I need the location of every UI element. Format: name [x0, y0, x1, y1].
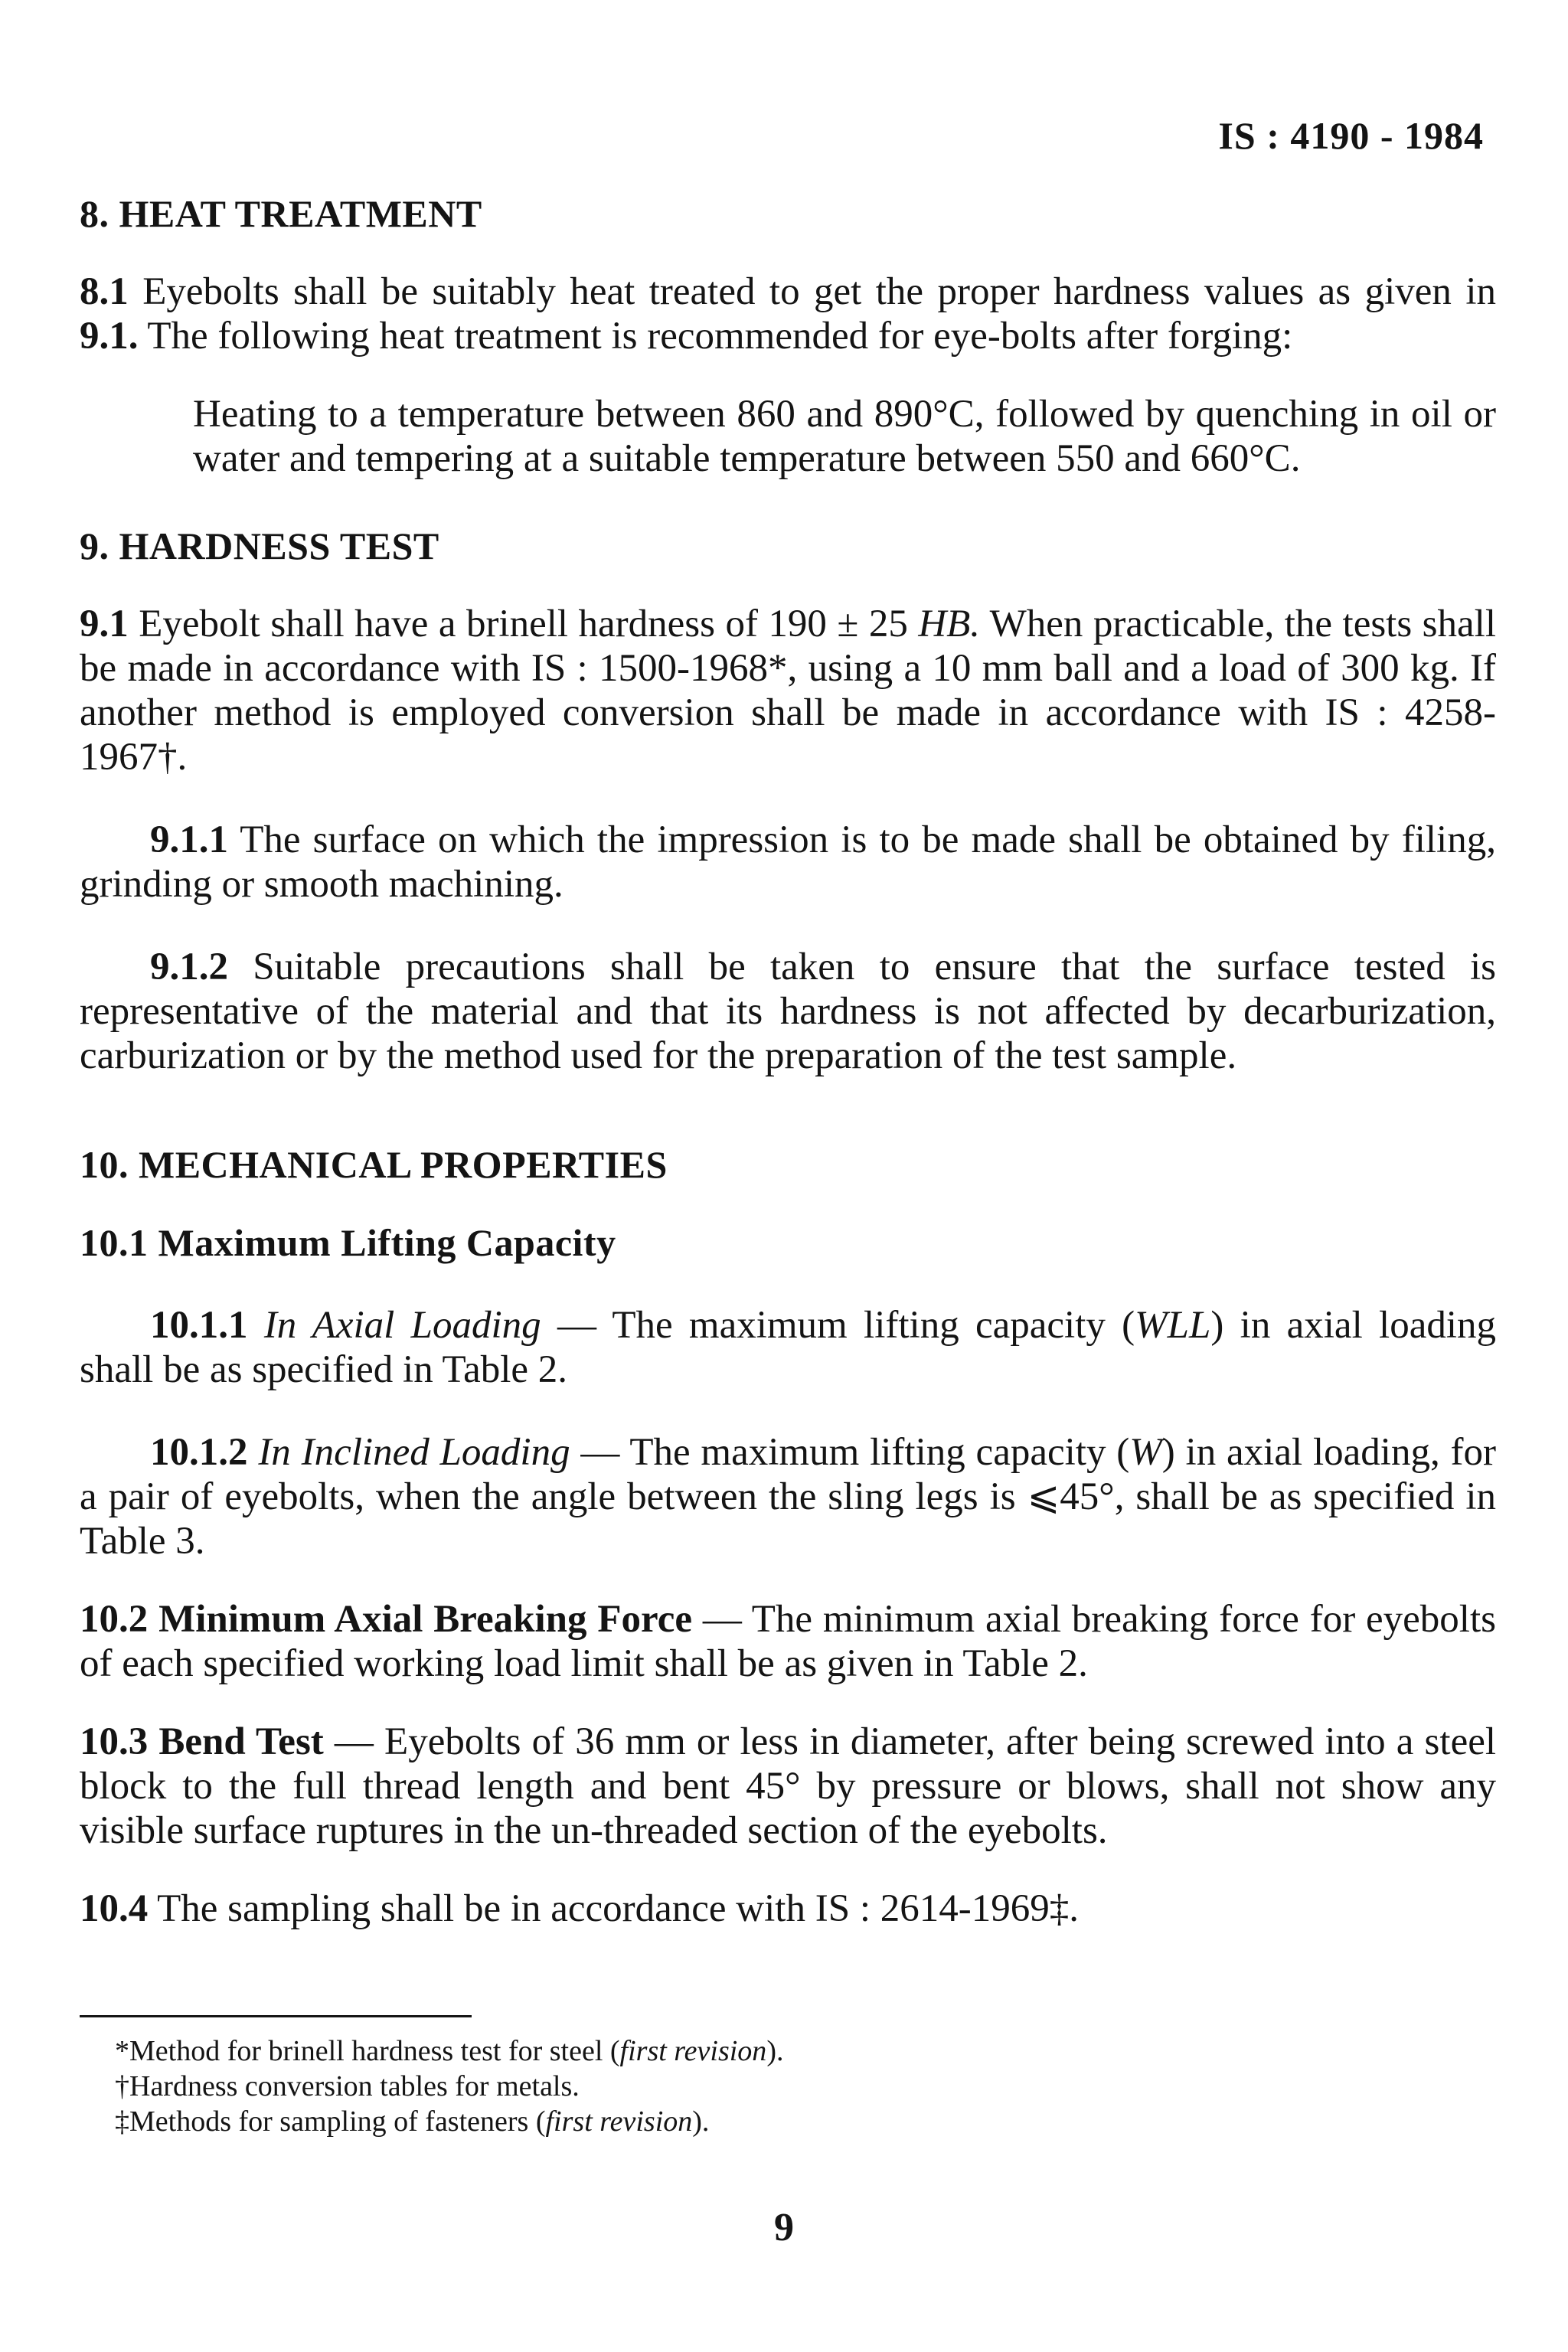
- footnote-text: ‡Methods for sampling of fasteners (: [115, 2105, 546, 2138]
- clause-9-1: [80, 602, 1496, 779]
- clause-title: In Axial Loading: [263, 1304, 541, 1347]
- footnote-text: ).: [692, 2105, 710, 2138]
- page-number: 9: [774, 2206, 794, 2249]
- footnotes: [115, 2034, 1340, 2139]
- clause-text: Eyebolt shall have a brinell hardness of 190 ± 25: [139, 603, 908, 645]
- clause-heading: 10.3 Bend Test: [80, 1720, 324, 1763]
- clause-text: The following heat treatment is recommended for eye-bolts after forging:: [147, 315, 1293, 358]
- footnote-1: [115, 2034, 1340, 2069]
- footnote-divider: [80, 2015, 472, 2017]
- clause-8-1: [80, 270, 1496, 358]
- clause-number: 10.1.2: [150, 1431, 248, 1474]
- document-body: [80, 191, 1496, 1931]
- symbol-w: W: [1129, 1431, 1162, 1474]
- clause-10-1-2: [80, 1430, 1496, 1563]
- section-heading-hardness-test: 9. HARDNESS TEST: [80, 524, 439, 567]
- hardness-unit: HB.: [918, 603, 981, 645]
- footnote-revision: first revision: [545, 2105, 693, 2138]
- symbol-wll: WLL: [1135, 1304, 1211, 1347]
- clause-number: 8.1: [80, 270, 129, 313]
- clause-heading: 10.2 Minimum Axial Breaking Force: [80, 1598, 692, 1641]
- clause-10-1-1: [80, 1303, 1496, 1392]
- clause-number: 10.4: [80, 1887, 149, 1930]
- clause-number: 10.1.1: [150, 1304, 248, 1347]
- clause-text: — The minimum axial breaking force for eyebolts of each specified working load limit shall be as given in Table 2.: [80, 1598, 1496, 1685]
- section-heading-heat-treatment: 8. HEAT TREATMENT: [80, 192, 482, 235]
- clause-10-3: [80, 1720, 1496, 1853]
- clause-text: The sampling shall be in accordance with IS : 2614-1969‡.: [157, 1887, 1079, 1930]
- clause-number: 9.1.2: [150, 946, 228, 988]
- footnote-3: [115, 2104, 1340, 2139]
- clause-10-4: [80, 1886, 1496, 1931]
- heat-treatment-procedure: Heating to a temperature between 860 and 890°C, followed by quenching in oil or water and tempering at a suitable temperature between 550 and 660°C.: [193, 393, 1496, 480]
- standard-number: IS : 4190 - 1984: [1218, 114, 1484, 157]
- clause-text: The surface on which the impression is to be made shall be obtained by filing, grinding or smooth machining.: [80, 818, 1496, 906]
- clause-text: — The maximum lifting capacity (: [580, 1431, 1130, 1474]
- clause-reference: 9.1.: [80, 315, 139, 358]
- footnote-text: ).: [766, 2035, 784, 2067]
- clause-text: — Eyebolts of 36 mm or less in diameter, after being screwed into a steel block to the full thread length and bent 45° by pressure or blows, shall not show any visible surface ruptures in the un-threaded section of the eyebolts.: [80, 1720, 1497, 1852]
- clause-number: 9.1.1: [150, 818, 228, 861]
- clause-text: When practicable, the tests shall be made in accordance with IS : 1500-1968*, using a 10 mm ball and a load of 300 kg. If another method is employed conversion shall be made in accordance with IS : 4258-1967†.: [80, 603, 1496, 779]
- clause-text: Suitable precautions shall be taken to ensure that the surface tested is representative of the material and that its hardness is not affected by decarburization, carburization or by the method used for the preparation of the test sample.: [80, 946, 1497, 1077]
- clause-9-1-1: [80, 818, 1496, 906]
- clause-number: 9.1: [80, 603, 129, 645]
- clause-text: ) in axial loading, for a pair of eyebolts, when the angle between the sling legs is ⩽45°, shall be as specified in Table 3.: [80, 1431, 1496, 1563]
- clause-text: Eyebolts shall be suitably heat treated to get the proper hardness values as given in: [142, 270, 1496, 313]
- clause-9-1-2: [80, 945, 1496, 1078]
- clause-text: ) in axial loading shall be as specified in Table 2.: [80, 1304, 1497, 1391]
- footnote-text: *Method for brinell hardness test for steel (: [115, 2035, 620, 2067]
- clause-10-2: [80, 1597, 1496, 1686]
- section-heading-mechanical-properties: 10. MECHANICAL PROPERTIES: [80, 1143, 668, 1186]
- clause-title: In Inclined Loading: [258, 1431, 570, 1474]
- clause-text: — The maximum lifting capacity (: [557, 1304, 1135, 1347]
- footnote-revision: first revision: [619, 2035, 767, 2067]
- subsection-heading-lifting-capacity: 10.1 Maximum Lifting Capacity: [80, 1221, 616, 1264]
- footnote-2: †Hardness conversion tables for metals.: [115, 2070, 580, 2102]
